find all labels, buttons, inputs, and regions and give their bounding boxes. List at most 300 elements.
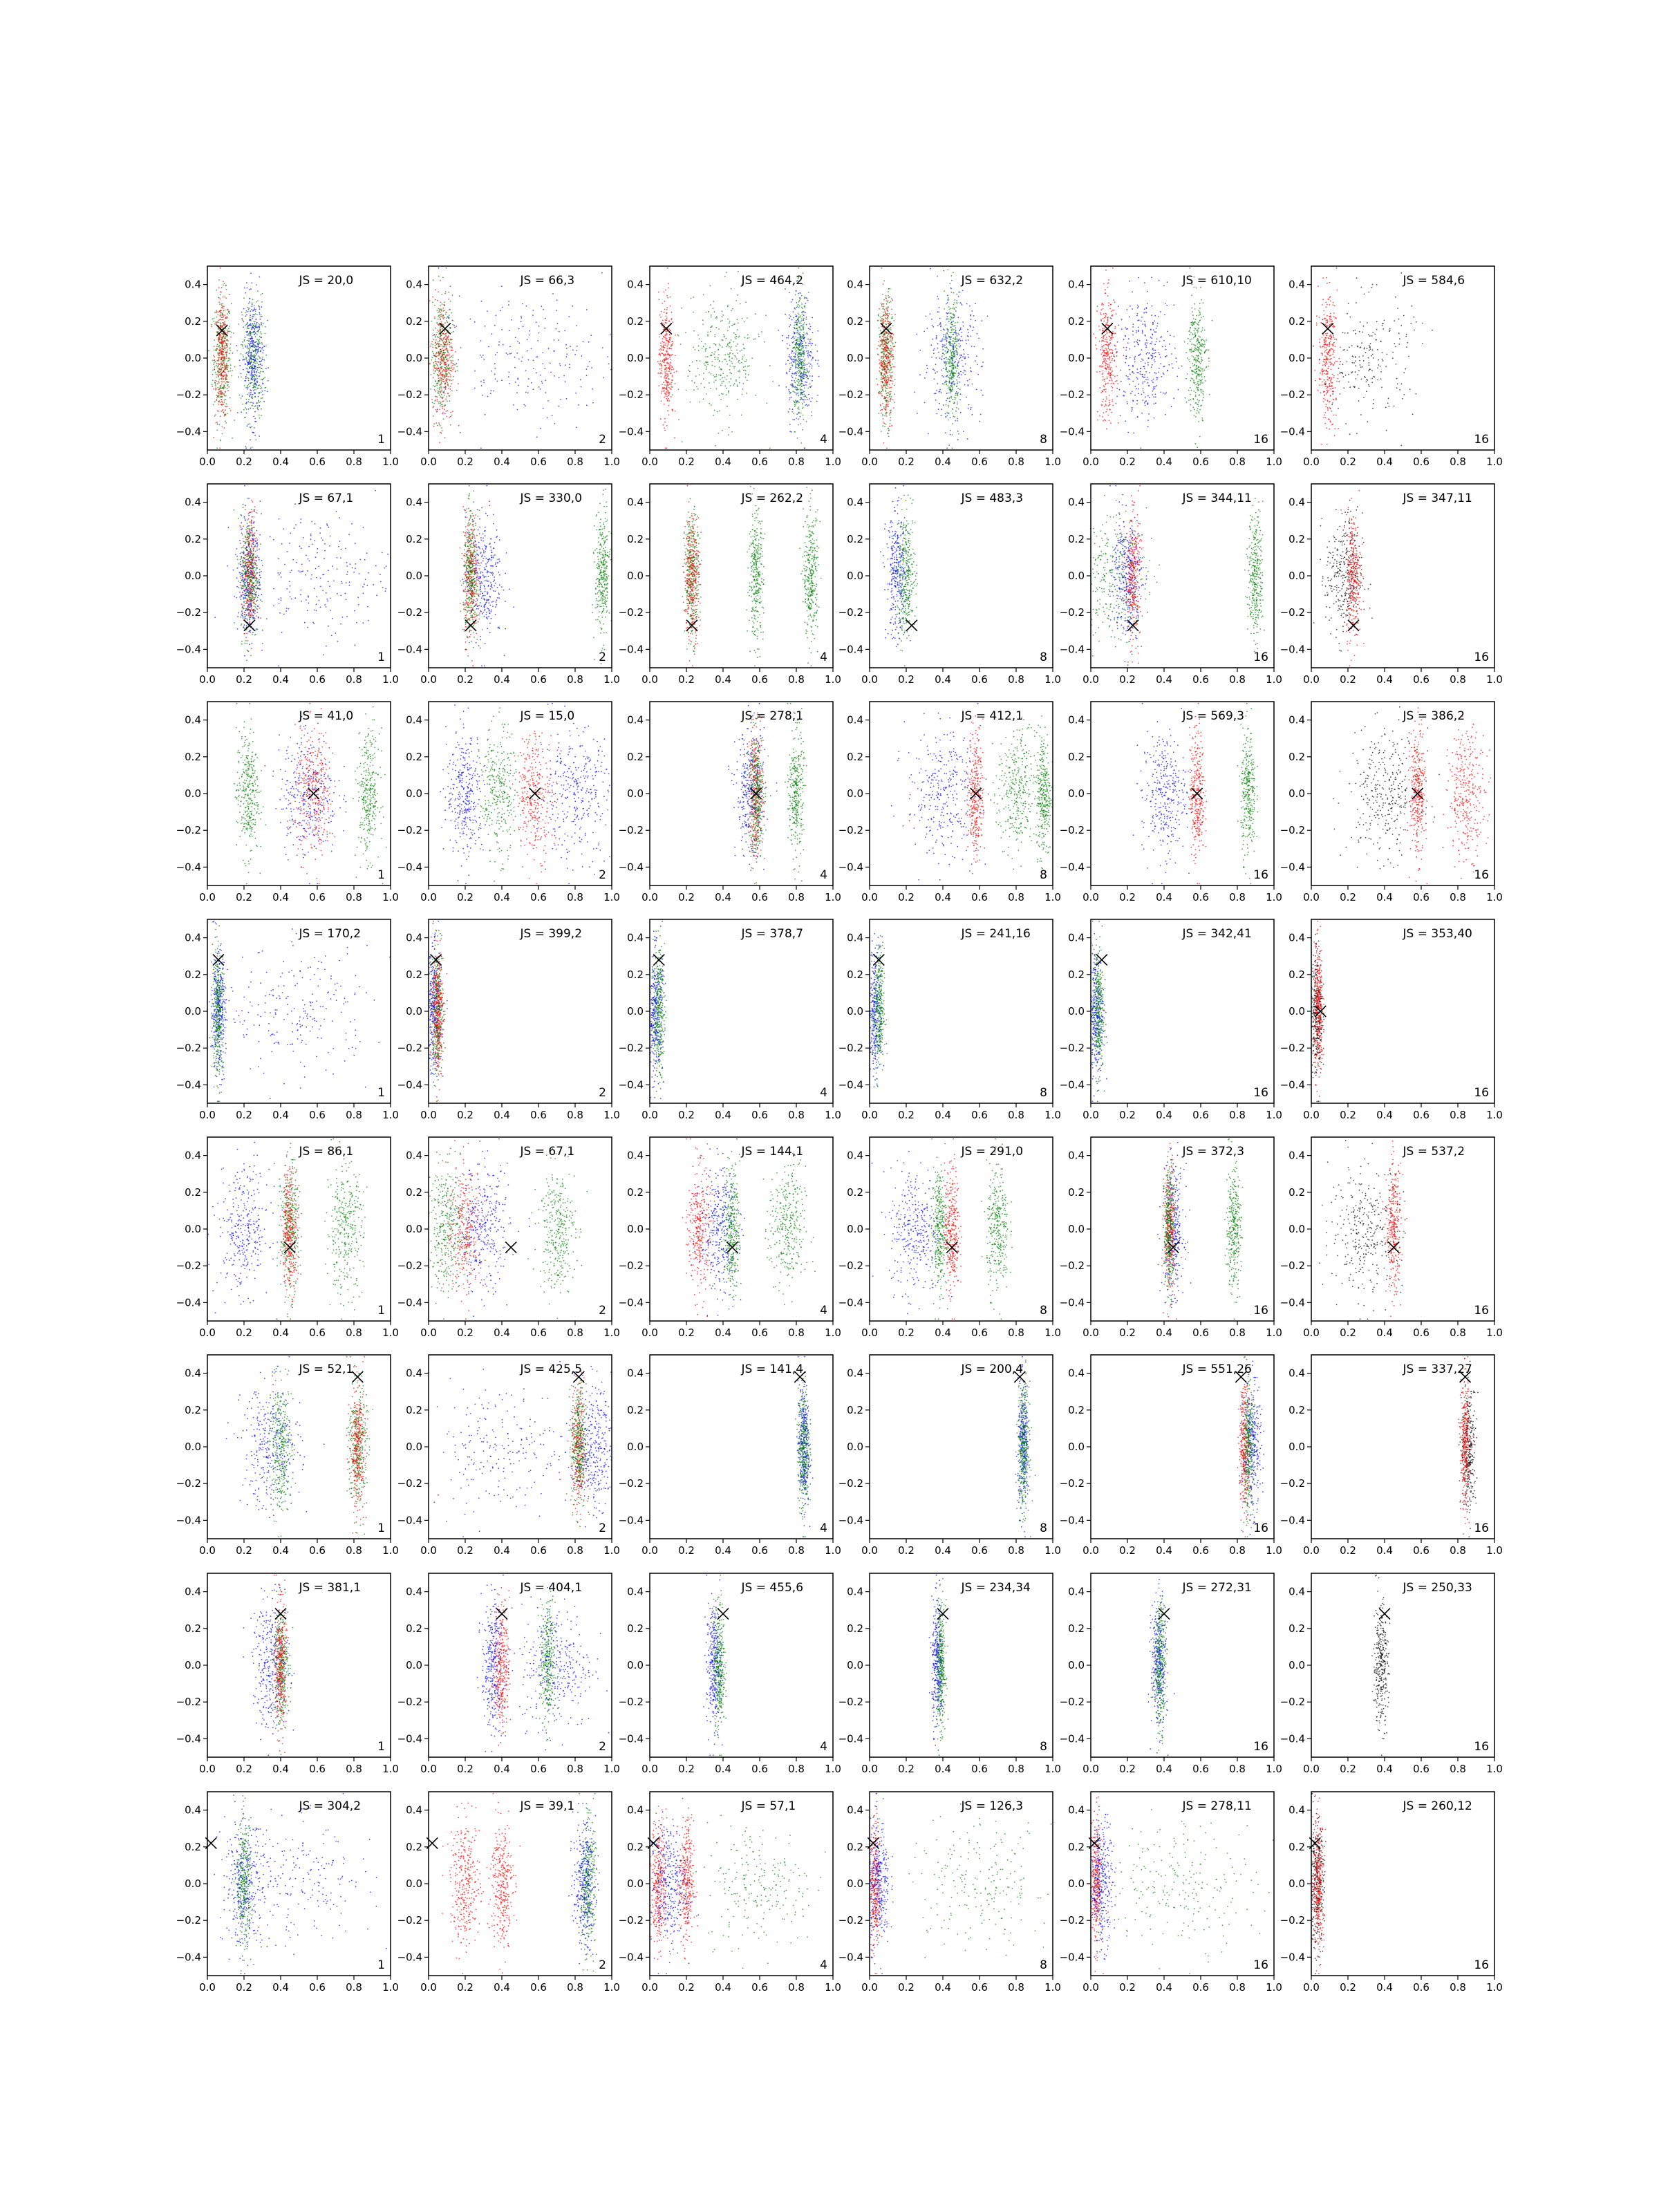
scatter-point: [440, 402, 442, 403]
scatter-point: [739, 377, 740, 378]
scatter-point: [796, 350, 797, 352]
scatter-point: [959, 330, 961, 331]
scatter-point: [927, 368, 928, 369]
scatter-point: [795, 377, 796, 379]
scatter-point: [705, 361, 706, 362]
scatter-point: [790, 316, 791, 317]
scatter-point: [440, 373, 441, 375]
scatter-point: [261, 365, 263, 366]
scatter-point: [729, 322, 730, 324]
scatter-point: [250, 346, 252, 347]
scatter-point: [810, 343, 812, 344]
scatter-point: [948, 342, 950, 344]
scatter-point: [803, 346, 805, 347]
scatter-point: [661, 364, 662, 366]
scatter-point: [217, 447, 218, 449]
scatter-point: [889, 365, 890, 366]
scatter-point: [955, 325, 956, 326]
scatter-point: [662, 353, 664, 354]
scatter-point: [883, 337, 885, 339]
scatter-point: [523, 404, 525, 406]
scatter-point: [890, 335, 891, 337]
scatter-point: [799, 306, 800, 307]
scatter-point: [886, 337, 888, 338]
scatter-point: [661, 393, 662, 394]
scatter-point: [568, 316, 570, 317]
scatter-point: [255, 358, 256, 359]
scatter-point: [957, 431, 959, 432]
scatter-point: [964, 374, 966, 375]
scatter-point: [800, 389, 801, 391]
scatter-point: [885, 375, 886, 377]
scatter-point: [951, 280, 953, 281]
scatter-point: [792, 409, 794, 410]
scatter-point: [944, 344, 946, 346]
scatter-point: [517, 341, 518, 342]
scatter-point: [738, 360, 740, 362]
scatter-point: [678, 388, 679, 390]
scatter-point: [808, 404, 809, 406]
scatter-point: [939, 403, 940, 404]
scatter-point: [945, 365, 946, 366]
scatter-point: [663, 424, 664, 426]
y-tick-label: −0.2: [397, 388, 422, 401]
scatter-point: [668, 382, 669, 383]
scatter-point: [803, 328, 805, 329]
scatter-point: [806, 317, 807, 318]
scatter-point: [590, 335, 592, 336]
scatter-point: [219, 303, 221, 305]
scatter-point: [884, 423, 885, 424]
scatter-point: [812, 317, 813, 319]
scatter-point: [248, 328, 250, 329]
scatter-point: [268, 367, 269, 368]
scatter-point: [518, 328, 520, 330]
scatter-point: [460, 432, 461, 433]
scatter-point: [744, 337, 746, 339]
scatter-point: [441, 321, 442, 323]
scatter-point: [950, 353, 952, 355]
scatter-point: [811, 411, 812, 413]
scatter-point: [807, 388, 809, 389]
scatter-point: [501, 329, 503, 330]
scatter-point: [440, 396, 442, 397]
scatter-point: [661, 349, 662, 350]
scatter-point: [883, 367, 884, 368]
y-tick-label: −0.4: [838, 425, 863, 438]
scatter-point: [800, 344, 802, 345]
cross-marker: [661, 323, 672, 334]
scatter-point: [434, 389, 435, 391]
scatter-point: [939, 389, 941, 391]
scatter-point: [937, 371, 938, 373]
scatter-point: [438, 391, 439, 392]
scatter-point: [809, 371, 810, 372]
scatter-point: [222, 333, 223, 335]
scatter-point: [441, 310, 442, 312]
scatter-point: [592, 388, 593, 390]
scatter-point: [450, 424, 451, 426]
scatter-point: [671, 384, 672, 385]
scatter-point: [950, 434, 951, 435]
scatter-point: [247, 328, 248, 329]
scatter-point: [758, 334, 760, 335]
scatter-point: [245, 345, 246, 346]
scatter-point: [252, 282, 253, 283]
scatter-point: [879, 308, 880, 310]
scatter-point: [222, 427, 223, 428]
scatter-point: [662, 303, 663, 304]
scatter-point: [890, 345, 892, 346]
scatter-point: [230, 337, 232, 338]
scatter-point: [610, 335, 611, 336]
scatter-point: [924, 377, 926, 379]
scatter-point: [797, 355, 798, 356]
scatter-point: [956, 348, 957, 350]
scatter-point: [885, 386, 886, 387]
scatter-point: [963, 349, 964, 350]
scatter-point: [256, 382, 258, 383]
scatter-point: [800, 299, 801, 300]
scatter-point: [481, 385, 482, 386]
scatter-point: [946, 393, 948, 394]
scatter-point: [216, 374, 217, 375]
scatter-point: [569, 364, 570, 365]
scatter-point: [218, 371, 220, 373]
scatter-point: [946, 346, 948, 348]
scatter-point: [794, 391, 795, 393]
scatter-point: [259, 319, 261, 320]
scatter-point: [442, 370, 444, 371]
scatter-point: [883, 322, 885, 324]
scatter-point: [533, 359, 534, 361]
scatter-point: [724, 276, 726, 277]
scatter-point: [706, 366, 707, 368]
scatter-point: [446, 369, 447, 371]
scatter-point: [442, 355, 443, 356]
scatter-point: [941, 355, 943, 357]
scatter-point: [789, 391, 790, 393]
scatter-point: [885, 324, 887, 325]
scatter-point: [217, 383, 218, 384]
scatter-point: [958, 339, 959, 340]
scatter-point: [442, 397, 444, 399]
scatter-point: [890, 377, 891, 378]
scatter-point: [442, 340, 443, 341]
scatter-point: [1100, 319, 1102, 320]
scatter-point: [500, 310, 501, 311]
scatter-point: [218, 302, 220, 303]
scatter-point: [881, 318, 883, 319]
scatter-point: [885, 331, 886, 332]
scatter-point: [252, 318, 254, 319]
scatter-point: [242, 341, 243, 343]
scatter-point: [258, 396, 259, 397]
scatter-point: [796, 418, 797, 420]
scatter-point: [948, 406, 949, 408]
scatter-point: [782, 335, 783, 337]
scatter-point: [946, 359, 948, 360]
scatter-point: [735, 338, 737, 339]
scatter-point: [243, 359, 245, 360]
scatter-point: [219, 447, 221, 449]
scatter-point: [803, 312, 805, 313]
scatter-point: [444, 404, 445, 406]
scatter-point: [818, 366, 820, 367]
scatter-point: [443, 318, 444, 319]
scatter-point: [747, 366, 749, 367]
scatter-point: [885, 298, 887, 299]
scatter-point: [801, 386, 803, 387]
scatter-point: [452, 365, 453, 366]
scatter-point: [666, 309, 668, 310]
scatter-point: [722, 339, 724, 341]
scatter-point: [722, 382, 723, 384]
scatter-point: [427, 308, 428, 309]
scatter-point: [794, 362, 796, 364]
scatter-point: [718, 375, 720, 376]
scatter-point: [884, 383, 885, 384]
scatter-point: [454, 327, 456, 328]
scatter-point: [439, 442, 440, 443]
scatter-point: [221, 317, 223, 318]
scatter-point: [254, 330, 255, 332]
scatter-point: [438, 382, 439, 384]
scatter-point: [251, 352, 252, 353]
scatter-point: [955, 299, 956, 301]
scatter-point: [257, 290, 259, 292]
scatter-point: [966, 339, 967, 341]
scatter-point: [956, 354, 957, 355]
scatter-point: [892, 349, 894, 350]
scatter-point: [789, 409, 791, 410]
scatter-point: [937, 311, 938, 312]
scatter-point: [883, 280, 885, 281]
scatter-point: [253, 350, 254, 352]
scatter-point: [946, 333, 948, 335]
scatter-point: [225, 310, 226, 311]
scatter-point: [242, 404, 243, 405]
scatter-point: [663, 359, 664, 360]
scatter-point: [697, 368, 699, 369]
scatter-point: [705, 356, 706, 357]
scatter-point: [713, 415, 714, 416]
scatter-point: [497, 381, 498, 382]
scatter-point: [254, 309, 255, 310]
scatter-point: [440, 425, 441, 427]
scatter-point: [256, 314, 258, 315]
scatter-point: [792, 377, 794, 378]
scatter-point: [227, 349, 228, 350]
scatter-point: [249, 344, 250, 346]
scatter-point: [216, 422, 218, 423]
scatter-point: [443, 308, 444, 309]
axes-frame: [207, 266, 391, 450]
scatter-point: [878, 315, 879, 317]
scatter-point: [263, 350, 264, 351]
scatter-point: [451, 415, 453, 416]
scatter-point: [740, 362, 741, 364]
scatter-point: [885, 391, 887, 392]
scatter-point: [435, 367, 437, 368]
scatter-point: [883, 406, 885, 408]
scatter-point: [225, 387, 226, 388]
scatter-point: [229, 397, 231, 399]
scatter-point: [982, 362, 984, 363]
scatter-point: [225, 382, 227, 384]
scatter-point: [532, 310, 534, 311]
scatter-point: [222, 355, 223, 356]
scatter-point: [614, 373, 615, 374]
scatter-point: [249, 395, 250, 396]
scatter-point: [946, 368, 947, 370]
scatter-point: [259, 393, 260, 394]
scatter-point: [948, 297, 949, 299]
scatter-point: [248, 380, 250, 382]
scatter-point: [885, 387, 886, 388]
scatter-point: [801, 346, 803, 347]
scatter-point: [811, 386, 812, 387]
scatter-point: [718, 359, 719, 360]
scatter-point: [451, 367, 453, 368]
scatter-point: [710, 304, 711, 306]
scatter-point: [228, 328, 229, 329]
scatter-point: [744, 366, 746, 368]
scatter-point: [432, 347, 433, 348]
scatter-point: [1105, 411, 1107, 413]
scatter-point: [800, 373, 802, 374]
scatter-point: [440, 364, 441, 365]
scatter-point: [791, 353, 792, 354]
scatter-point: [666, 387, 667, 388]
scatter-point: [216, 321, 218, 323]
scatter-point: [881, 409, 883, 411]
scatter-point: [798, 349, 799, 350]
scatter-point: [531, 348, 532, 350]
scatter-point: [451, 339, 453, 341]
scatter-point: [889, 384, 890, 385]
scatter-point: [442, 366, 443, 368]
scatter-point: [982, 348, 984, 350]
scatter-point: [789, 393, 791, 395]
scatter-point: [968, 332, 969, 333]
scatter-point: [948, 420, 949, 421]
scatter-point: [794, 400, 795, 402]
scatter-point: [787, 360, 789, 362]
scatter-point: [956, 294, 957, 295]
scatter-point: [737, 329, 738, 330]
scatter-point: [440, 351, 442, 353]
scatter-point: [797, 324, 798, 326]
scatter-point: [1102, 303, 1103, 304]
scatter-point: [218, 376, 219, 377]
scatter-point: [937, 299, 939, 300]
scatter-point: [491, 333, 493, 335]
scatter-point: [667, 400, 668, 401]
scatter-point: [952, 386, 953, 388]
scatter-point: [438, 377, 440, 379]
scatter-point: [803, 407, 804, 409]
scatter-point: [805, 347, 807, 348]
scatter-point: [672, 375, 673, 376]
scatter-point: [439, 317, 440, 318]
scatter-point: [218, 400, 220, 402]
scatter-point: [226, 345, 227, 346]
scatter-point: [785, 314, 786, 315]
scatter-point: [957, 395, 959, 396]
scatter-point: [883, 319, 884, 320]
scatter-point: [224, 315, 225, 316]
scatter-point: [661, 353, 662, 354]
scatter-point: [223, 297, 224, 298]
scatter-point: [737, 386, 738, 387]
scatter-point: [743, 348, 744, 349]
scatter-point: [221, 343, 222, 344]
scatter-point: [889, 362, 890, 364]
scatter-point: [877, 384, 879, 385]
scatter-point: [967, 329, 968, 330]
scatter-point: [792, 391, 794, 392]
y-tick-label: 0.0: [185, 352, 201, 364]
scatter-point: [225, 377, 227, 379]
scatter-point: [444, 391, 445, 392]
scatter-point: [737, 384, 738, 386]
scatter-point: [955, 393, 957, 394]
scatter-point: [514, 357, 516, 358]
scatter-point: [892, 337, 893, 339]
scatter-point: [943, 353, 944, 354]
scatter-point: [722, 311, 723, 312]
scatter-point: [937, 348, 939, 349]
scatter-point: [882, 425, 883, 427]
scatter-point: [517, 377, 518, 379]
scatter-point: [259, 276, 260, 278]
scatter-point: [446, 366, 447, 367]
scatter-point: [740, 303, 741, 305]
scatter-point: [801, 329, 803, 330]
scatter-point: [256, 346, 258, 347]
scatter-point: [887, 388, 888, 389]
scatter-point: [952, 434, 953, 435]
scatter-point: [220, 310, 221, 311]
scatter-point: [253, 384, 254, 386]
scatter-point: [440, 359, 441, 360]
scatter-point: [1111, 356, 1112, 357]
scatter-point: [250, 335, 252, 336]
scatter-point: [261, 301, 263, 303]
scatter-point: [438, 319, 439, 320]
scatter-point: [887, 319, 888, 320]
scatter-point: [250, 325, 252, 326]
scatter-point: [435, 299, 436, 301]
scatter-point: [480, 355, 481, 356]
scatter-point: [890, 391, 892, 393]
scatter-point: [227, 346, 228, 347]
scatter-point: [953, 334, 955, 335]
scatter-point: [671, 382, 673, 383]
scatter-point: [706, 348, 707, 350]
scatter-point: [724, 336, 725, 337]
scatter-point: [807, 405, 808, 406]
scatter-point: [798, 379, 800, 380]
scatter-point: [226, 316, 227, 317]
scatter-point: [219, 391, 221, 393]
scatter-point: [944, 354, 945, 355]
scatter-point: [800, 374, 802, 375]
scatter-point: [950, 339, 951, 340]
scatter-point: [247, 372, 249, 373]
scatter-point: [703, 294, 704, 296]
